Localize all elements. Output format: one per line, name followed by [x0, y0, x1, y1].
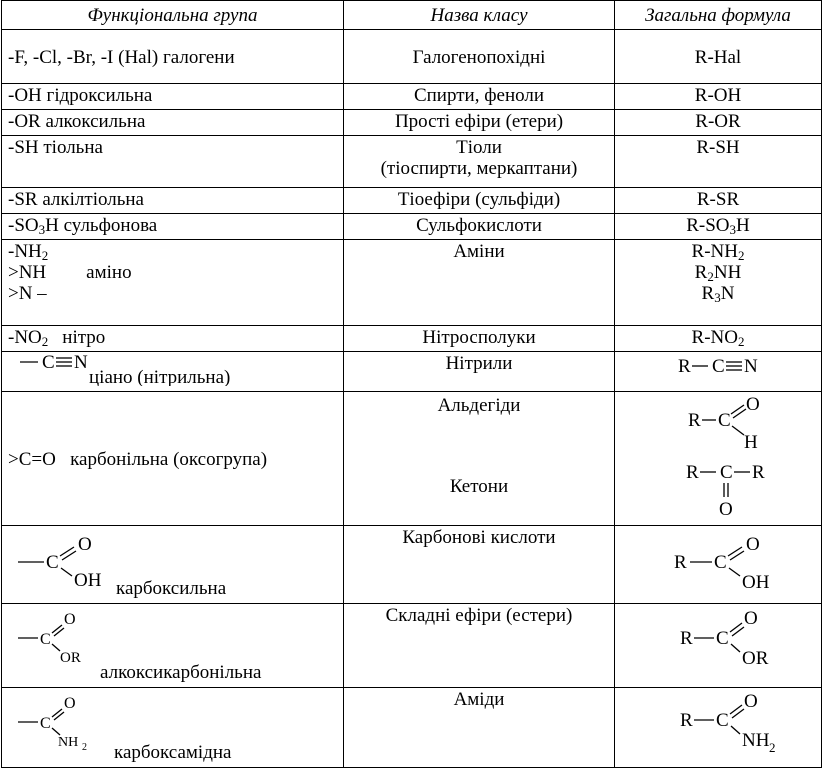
svg-text:C: C [42, 352, 55, 373]
group-cell: $-SO_3H$ сульфонова [2, 214, 344, 240]
svg-text:O: O [64, 695, 76, 712]
class-line: (тіоспирти, меркаптани) [380, 158, 578, 179]
class-cell: Складні ефіри (естери) [344, 604, 615, 688]
table-row [2, 688, 822, 768]
formula-cell: R-SH [615, 136, 822, 188]
formula-cell: R-Hal [615, 30, 822, 84]
class-cell: Спирти, феноли [344, 84, 615, 110]
svg-text:O: O [64, 611, 76, 628]
svg-text:алкоксикарбонільна: алкоксикарбонільна [100, 662, 262, 682]
table-row [2, 392, 822, 526]
table-row [2, 84, 822, 110]
svg-text:O: O [744, 691, 758, 712]
class-cell: Прості ефіри (етери) [344, 110, 615, 136]
group-cell: -SH тіольна [2, 136, 344, 188]
carboxamide-group-structure [8, 688, 338, 762]
formula-cell [615, 604, 822, 688]
class-cell: Карбонові кислоти [344, 526, 615, 604]
svg-text:O: O [78, 534, 92, 555]
svg-text:O: O [746, 394, 760, 415]
header-row [2, 1, 822, 30]
class-cell: Галогенопохідні [344, 30, 615, 84]
svg-text:O: O [746, 534, 760, 555]
formula-cell [615, 392, 822, 526]
table-row [2, 110, 822, 136]
svg-text:R: R [752, 462, 765, 483]
svg-text:C: C [718, 410, 731, 431]
svg-text:R: R [678, 356, 691, 377]
table-row [2, 352, 822, 392]
class-cell: Нітросполуки [344, 326, 615, 352]
group-cell: -SR алкілтіольна [2, 188, 344, 214]
svg-text:C: C [714, 552, 727, 573]
group-cell: -OH гідроксильна [2, 84, 344, 110]
svg-text:OH: OH [742, 572, 770, 593]
formula-cell [615, 526, 822, 604]
carbonyl-formula [618, 392, 818, 520]
class-cell: Альдегіди Кетони [344, 392, 615, 526]
formula-cell [615, 688, 822, 768]
table-row [2, 214, 822, 240]
svg-text:C: C [720, 462, 733, 483]
svg-text:O: O [744, 608, 758, 629]
ester-formula [618, 604, 818, 682]
header-formula: Загальна формула [615, 1, 822, 30]
table-row [2, 30, 822, 84]
svg-text:R: R [686, 462, 699, 483]
formula-cell: $R-NO_2$ [615, 326, 822, 352]
table-row [2, 136, 822, 188]
class-cell: Тіоефіри (сульфіди) [344, 188, 615, 214]
svg-text:C: C [716, 628, 729, 649]
class-cell: Аміди [344, 688, 615, 768]
table-row [2, 604, 822, 688]
svg-text:2: 2 [82, 742, 87, 753]
svg-text:R: R [674, 552, 687, 573]
svg-text:NH: NH [58, 735, 79, 750]
group-name: аміно [86, 262, 132, 283]
svg-text:карбоксильна: карбоксильна [116, 578, 227, 598]
svg-text:R: R [680, 710, 693, 731]
svg-text:OH: OH [74, 570, 102, 591]
svg-text:R: R [680, 628, 693, 649]
nitrile-formula [618, 352, 818, 382]
class-cell [344, 136, 615, 188]
group-cell: -OR алкоксильна [2, 110, 344, 136]
formula-cell: $R-SO_3H$ [615, 214, 822, 240]
svg-text:O: O [719, 499, 733, 520]
svg-text:OR: OR [742, 648, 769, 669]
formula-cell [615, 352, 822, 392]
svg-text:C: C [46, 552, 59, 573]
class-cell: Нітрили [344, 352, 615, 392]
formula-cell: R-OR [615, 110, 822, 136]
svg-text:карбоксамідна: карбоксамідна [114, 742, 232, 762]
table-row [2, 188, 822, 214]
carboxylic-acid-formula [618, 526, 818, 598]
class-cell: Сульфокислоти [344, 214, 615, 240]
group-cell: $-NH_2$ >NH аміно >N – [2, 240, 344, 326]
svg-text:OR: OR [60, 650, 81, 666]
group-cell [2, 352, 344, 392]
group-cell: >C=O карбонільна (оксогрупа) [2, 392, 344, 526]
svg-text:NH: NH [742, 730, 770, 751]
group-cell: $-NO_2$ нітро [2, 326, 344, 352]
svg-text:N: N [744, 356, 758, 377]
header-class: Назва класу [344, 1, 615, 30]
svg-text:C: C [712, 356, 725, 377]
svg-text:N: N [74, 352, 88, 373]
svg-text:C: C [40, 631, 51, 648]
formula-cell: R-OH [615, 84, 822, 110]
class-cell: Аміни [344, 240, 615, 326]
svg-text:H: H [744, 432, 758, 453]
cyano-group-structure [8, 352, 338, 386]
formula-cell: R-SR [615, 188, 822, 214]
carboxyl-group-structure [8, 526, 338, 598]
svg-text:C: C [716, 710, 729, 731]
class-line: Тіоли [456, 137, 502, 158]
amide-formula [618, 688, 818, 762]
group-cell: -F, -Cl, -Br, -I (Hal) галогени [2, 30, 344, 84]
header-group: Функціональна група [2, 1, 344, 30]
alkoxycarbonyl-group-structure [8, 604, 338, 682]
svg-text:2: 2 [769, 740, 776, 755]
group-cell [2, 604, 344, 688]
group-cell [2, 526, 344, 604]
table-row [2, 526, 822, 604]
table-row [2, 240, 822, 326]
svg-text:R: R [688, 410, 701, 431]
svg-text:ціано (нітрильна): ціано (нітрильна) [89, 367, 231, 386]
svg-text:C: C [40, 715, 51, 732]
formula-cell: $R-NH_2$ $R_2NH$ $R_3N$ [615, 240, 822, 326]
functional-groups-table [1, 0, 822, 768]
group-cell [2, 688, 344, 768]
table-row [2, 326, 822, 352]
